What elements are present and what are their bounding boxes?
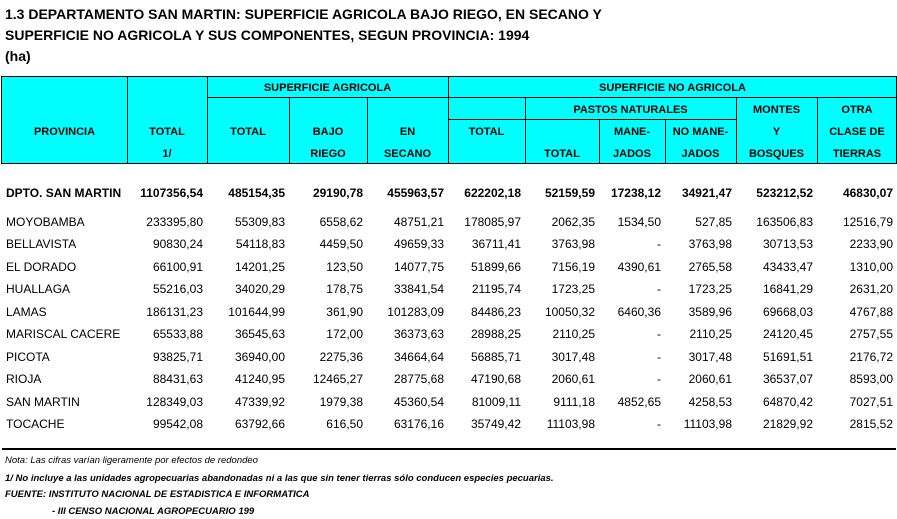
table-row <box>2 323 896 346</box>
table-title-line-1: 1.3 DEPARTAMENTO SAN MARTIN: SUPERFICIE AGRICOLA BAJO RIEGO, EN SECANO Y <box>5 6 602 22</box>
header-bajo-riego-1: BAJO <box>312 126 344 138</box>
header-otra-1: OTRA <box>841 104 873 116</box>
header-secano-1: EN <box>399 126 416 138</box>
value-cell: 69668,03 <box>762 304 813 319</box>
header-montes-2: Y <box>772 126 781 138</box>
value-cell: 4852,65 <box>617 394 661 409</box>
value-cell: 2060,61 <box>688 372 732 387</box>
value-cell: 54118,83 <box>235 237 285 252</box>
value-cell: - <box>657 417 661 432</box>
value-cell: 49659,33 <box>393 237 444 252</box>
value-cell: 178,75 <box>326 282 363 297</box>
header-superficie-agricola: SUPERFICIE AGRICOLA <box>263 82 392 94</box>
header-otra-3: TIERRAS <box>832 148 882 160</box>
value-cell: 2233,90 <box>849 237 893 252</box>
province-name-cell: PICOTA <box>6 349 50 364</box>
value-cell: 36545,63 <box>234 327 285 342</box>
province-name-cell: DPTO. SAN MARTIN <box>6 186 122 201</box>
value-cell: - <box>657 237 661 252</box>
value-cell: 34921,47 <box>681 186 732 201</box>
value-cell: 43433,47 <box>762 259 813 274</box>
value-cell: 622202,18 <box>464 186 521 201</box>
value-cell: 1723,25 <box>688 282 732 297</box>
value-cell: 45360,54 <box>393 394 444 409</box>
header-manejados-2: JADOS <box>613 148 651 160</box>
value-cell: 21195,74 <box>471 282 521 297</box>
value-cell: - <box>657 282 661 297</box>
value-cell: 178085,97 <box>464 214 521 229</box>
value-cell: 7027,51 <box>849 394 893 409</box>
value-cell: 56885,71 <box>470 349 521 364</box>
value-cell: 1723,25 <box>551 282 595 297</box>
province-name-cell: LAMAS <box>6 304 47 319</box>
value-cell: 47339,92 <box>234 394 285 409</box>
table-total-row <box>2 182 896 205</box>
value-cell: 485154,35 <box>228 186 285 201</box>
header-pastos-total: TOTAL <box>544 148 580 160</box>
value-cell: 65533,88 <box>152 327 203 342</box>
value-cell: 2765,58 <box>688 259 732 274</box>
value-cell: 2062,35 <box>551 214 595 229</box>
footnote-fuente: FUENTE: INSTITUTO NACIONAL DE ESTADISTICA E INFORMATICA <box>5 489 310 500</box>
value-cell: 28775,68 <box>393 372 444 387</box>
value-cell: 128349,03 <box>146 394 203 409</box>
value-cell: 163506,83 <box>756 214 813 229</box>
value-cell: 4459,50 <box>319 237 363 252</box>
value-cell: 6460,36 <box>617 304 661 319</box>
value-cell: 14077,75 <box>393 259 444 274</box>
header-total: TOTAL <box>149 126 185 138</box>
value-cell: 41240,95 <box>234 372 285 387</box>
table-row <box>2 346 896 369</box>
value-cell: 63176,16 <box>393 417 444 432</box>
province-name-cell: SAN MARTIN <box>6 394 80 409</box>
header-superficie-no-agricola: SUPERFICIE NO AGRICOLA <box>599 82 746 94</box>
value-cell: 21829,92 <box>762 417 813 432</box>
value-cell: 47190,68 <box>470 372 521 387</box>
header-no-manejados-2: JADOS <box>681 148 720 160</box>
value-cell: 361,90 <box>326 304 363 319</box>
value-cell: 3763,98 <box>551 237 595 252</box>
value-cell: 3017,48 <box>551 349 595 364</box>
value-cell: 17238,12 <box>610 186 661 201</box>
table-header <box>1 76 897 164</box>
header-otra-2: CLASE DE <box>829 126 885 138</box>
data-table <box>2 182 896 436</box>
value-cell: 35749,42 <box>470 417 521 432</box>
footnote-censo: - III CENSO NACIONAL AGROPECUARIO 199 <box>52 506 255 517</box>
table-unit: (ha) <box>5 48 31 64</box>
value-cell: 1310,00 <box>849 259 893 274</box>
value-cell: 1534,50 <box>617 214 661 229</box>
header-no-manejados-1: NO MANE- <box>672 126 729 138</box>
province-name-cell: MARISCAL CACERE <box>6 327 121 342</box>
header-pastos-naturales: PASTOS NATURALES <box>573 104 688 116</box>
footnote-redondeo: Nota: Las cifras varían ligeramente por efectos de redondeo <box>5 455 258 466</box>
value-cell: 66100,91 <box>152 259 203 274</box>
value-cell: 3017,48 <box>688 349 732 364</box>
value-cell: 455963,57 <box>387 186 444 201</box>
province-name-cell: TOCACHE <box>6 417 65 432</box>
table-row <box>2 211 896 234</box>
footnote-1: 1/ No incluye a las unidades agropecuarias abandonadas ni a las que sin tener tierras sólo conducen especies pecuarias. <box>5 473 554 484</box>
value-cell: 2110,25 <box>689 327 732 342</box>
value-cell: 3589,96 <box>688 304 732 319</box>
table-bottom-rule <box>2 448 896 450</box>
value-cell: 34020,29 <box>234 282 285 297</box>
value-cell: 33841,54 <box>393 282 444 297</box>
value-cell: 233395,80 <box>146 214 203 229</box>
value-cell: 28988,25 <box>470 327 521 342</box>
value-cell: 36940,00 <box>234 349 285 364</box>
value-cell: 4390,61 <box>617 259 661 274</box>
value-cell: 101644,99 <box>228 304 285 319</box>
value-cell: 64870,42 <box>762 394 813 409</box>
table-row <box>2 301 896 324</box>
value-cell: 101283,09 <box>387 304 444 319</box>
value-cell: 36373,63 <box>393 327 444 342</box>
table-title-line-2: SUPERFICIE NO AGRICOLA Y SUS COMPONENTES, SEGUN PROVINCIA: 1994 <box>5 27 530 43</box>
value-cell: 51899,66 <box>470 259 521 274</box>
value-cell: 90830,24 <box>152 237 203 252</box>
value-cell: 3763,98 <box>688 237 732 252</box>
value-cell: 523212,52 <box>756 186 813 201</box>
value-cell: 48751,21 <box>393 214 444 229</box>
province-name-cell: RIOJA <box>6 372 42 387</box>
table-row <box>2 391 896 414</box>
value-cell: 2060,61 <box>551 372 595 387</box>
value-cell: 2815,52 <box>849 417 893 432</box>
value-cell: 1979,38 <box>319 394 363 409</box>
header-manejados-1: MANE- <box>613 126 651 138</box>
value-cell: 81009,11 <box>471 394 521 409</box>
value-cell: 88431,63 <box>152 372 203 387</box>
value-cell: 9111,18 <box>553 394 595 409</box>
value-cell: 99542,08 <box>152 417 203 432</box>
value-cell: 2757,55 <box>849 327 893 342</box>
value-cell: 527,85 <box>695 214 732 229</box>
province-name-cell: EL DORADO <box>6 259 77 274</box>
value-cell: 616,50 <box>326 417 363 432</box>
value-cell: 8593,00 <box>849 372 893 387</box>
value-cell: 10050,32 <box>544 304 595 319</box>
header-montes-1: MONTES <box>752 104 801 116</box>
header-montes-3: BOSQUES <box>748 148 804 160</box>
header-agricola-total: TOTAL <box>230 126 266 138</box>
value-cell: 12516,79 <box>842 214 893 229</box>
value-cell: 30713,53 <box>762 237 813 252</box>
value-cell: 34664,64 <box>393 349 444 364</box>
value-cell: 11103,98 <box>546 417 595 432</box>
value-cell: 4767,88 <box>849 304 893 319</box>
value-cell: 2631,20 <box>849 282 893 297</box>
value-cell: 93825,71 <box>152 349 203 364</box>
value-cell: 16841,29 <box>762 282 813 297</box>
value-cell: 55309,83 <box>234 214 285 229</box>
value-cell: 123,50 <box>326 259 363 274</box>
value-cell: - <box>657 372 661 387</box>
value-cell: 6558,62 <box>319 214 363 229</box>
value-cell: 2176,72 <box>849 349 893 364</box>
value-cell: 55216,03 <box>152 282 203 297</box>
value-cell: 36711,41 <box>471 237 521 252</box>
value-cell: 11103,98 <box>683 417 732 432</box>
value-cell: 7156,19 <box>551 259 595 274</box>
value-cell: 84486,23 <box>470 304 521 319</box>
value-cell: 2110,25 <box>552 327 595 342</box>
header-provincia: PROVINCIA <box>33 126 96 138</box>
value-cell: 36537,07 <box>762 372 813 387</box>
value-cell: 2275,36 <box>319 349 363 364</box>
value-cell: 29190,78 <box>312 186 363 201</box>
value-cell: 14201,25 <box>234 259 285 274</box>
table-row <box>2 278 896 301</box>
header-total-note: 1/ <box>162 148 172 160</box>
value-cell: 52159,59 <box>544 186 595 201</box>
value-cell: 63792,66 <box>234 417 285 432</box>
header-secano-2: SECANO <box>383 148 432 160</box>
province-name-cell: BELLAVISTA <box>6 237 77 252</box>
value-cell: 1107356,54 <box>140 186 203 201</box>
value-cell: 46830,07 <box>842 186 893 201</box>
table-row <box>2 413 896 436</box>
table-row <box>2 368 896 391</box>
value-cell: - <box>657 349 661 364</box>
header-no-agricola-total: TOTAL <box>468 126 505 138</box>
value-cell: - <box>657 327 661 342</box>
province-name-cell: MOYOBAMBA <box>6 214 85 229</box>
header-bajo-riego-2: RIEGO <box>310 148 346 160</box>
table-row <box>2 256 896 279</box>
value-cell: 24120,45 <box>762 327 813 342</box>
value-cell: 51691,51 <box>762 349 813 364</box>
value-cell: 186131,23 <box>146 304 203 319</box>
province-name-cell: HUALLAGA <box>6 282 71 297</box>
value-cell: 4258,53 <box>688 394 732 409</box>
table-row <box>2 233 896 256</box>
value-cell: 172,00 <box>326 327 363 342</box>
value-cell: 12465,27 <box>312 372 363 387</box>
